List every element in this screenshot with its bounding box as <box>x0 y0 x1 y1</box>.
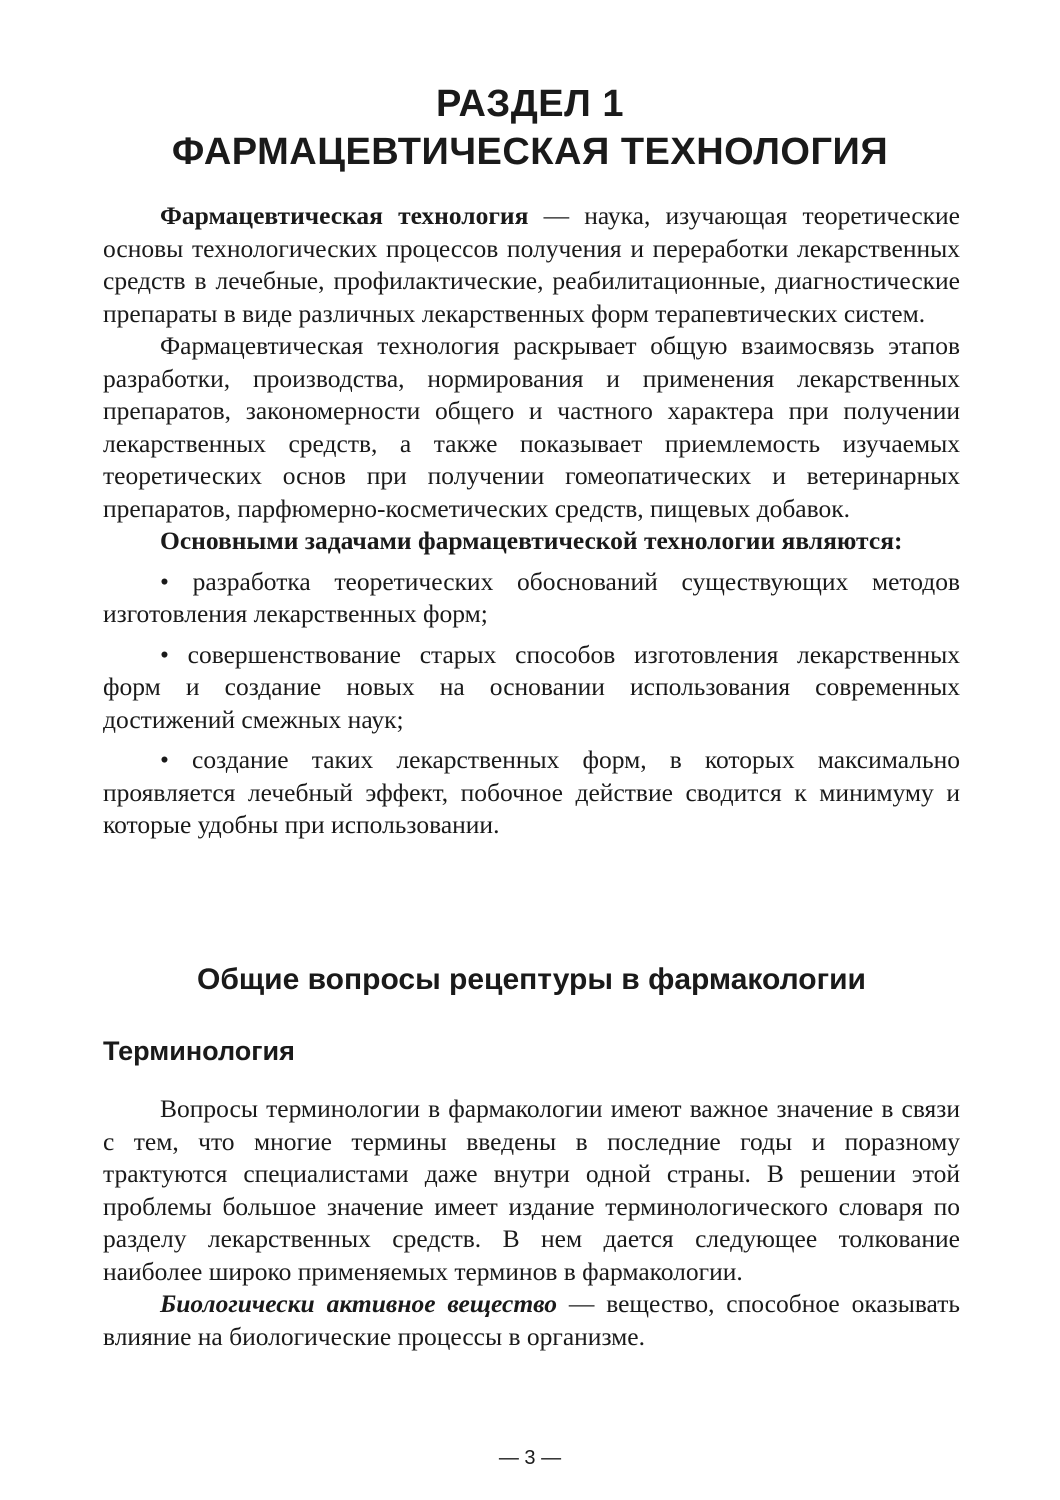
definition-text: — наука, изучающая теоретические основы технологических процессов получения и переработки лекарственных средств в лечебные, профилактические, реабилитационные, диагностические препараты в виде различных лекарственных форм терапевтических систем. <box>103 201 960 328</box>
section-heading: Общие вопросы рецептуры в фармакологии <box>197 963 866 996</box>
tasks-heading: Основными задачами фармацевтической технологии являются: <box>160 526 903 555</box>
defined-term: Биологически активное вещество <box>160 1289 557 1318</box>
definition-term: Фармацевтическая технология <box>160 201 529 230</box>
terminology-paragraph: Вопросы терминологии в фармакологии имеют важное значение в связи с тем, что многие термины введены в последние годы и поразному трактуются специалистами даже внутри одной страны. В решении этой проблемы большое значение имеет издание терминологического словаря по разделу лекарственных средств. В нем дается следующее толкование наиболее широко применяемых терминов в фармакологии. <box>103 1094 960 1286</box>
page-number: — 3 — <box>498 1447 562 1469</box>
defined-term-text: — вещество, способное оказывать влияние на биологические процессы в организме. <box>103 1289 960 1351</box>
chapter-name: ФАРМАЦЕВТИЧЕСКАЯ ТЕХНОЛОГИЯ <box>171 131 889 173</box>
intro-block <box>103 200 960 842</box>
term-definition-paragraph <box>103 1288 960 1353</box>
subsection-heading: Терминология <box>103 1036 295 1066</box>
chapter-title <box>100 80 960 176</box>
task-bullet-1: • разработка теоретических обоснований существующих методов изготовления лекарственных форм; <box>103 566 960 628</box>
terminology-block <box>103 1093 960 1353</box>
task-bullet-2: • совершенствование старых способов изготовления лекарственных форм и создание новых на основании использования современных достижений смежных наук; <box>103 639 960 734</box>
definition-paragraph <box>103 200 960 330</box>
chapter-number: РАЗДЕЛ 1 <box>435 83 625 125</box>
task-bullet-3: • создание таких лекарственных форм, в которых максимально проявляется лечебный эффект, побочное действие сводится к минимуму и которые удобны при использовании. <box>103 745 960 839</box>
overview-paragraph: Фармацевтическая технология раскрывает общую взаимосвязь этапов разработки, производства, нормирования и применения лекарственных препаратов, закономерности общего и частного характера при получении лекарственных средств, а также показывает приемлемость изучаемых теоретических основ при получении гомеопатических и ветеринарных препаратов, парфюмерно-косметических средств, пищевых добавок. <box>103 331 960 523</box>
